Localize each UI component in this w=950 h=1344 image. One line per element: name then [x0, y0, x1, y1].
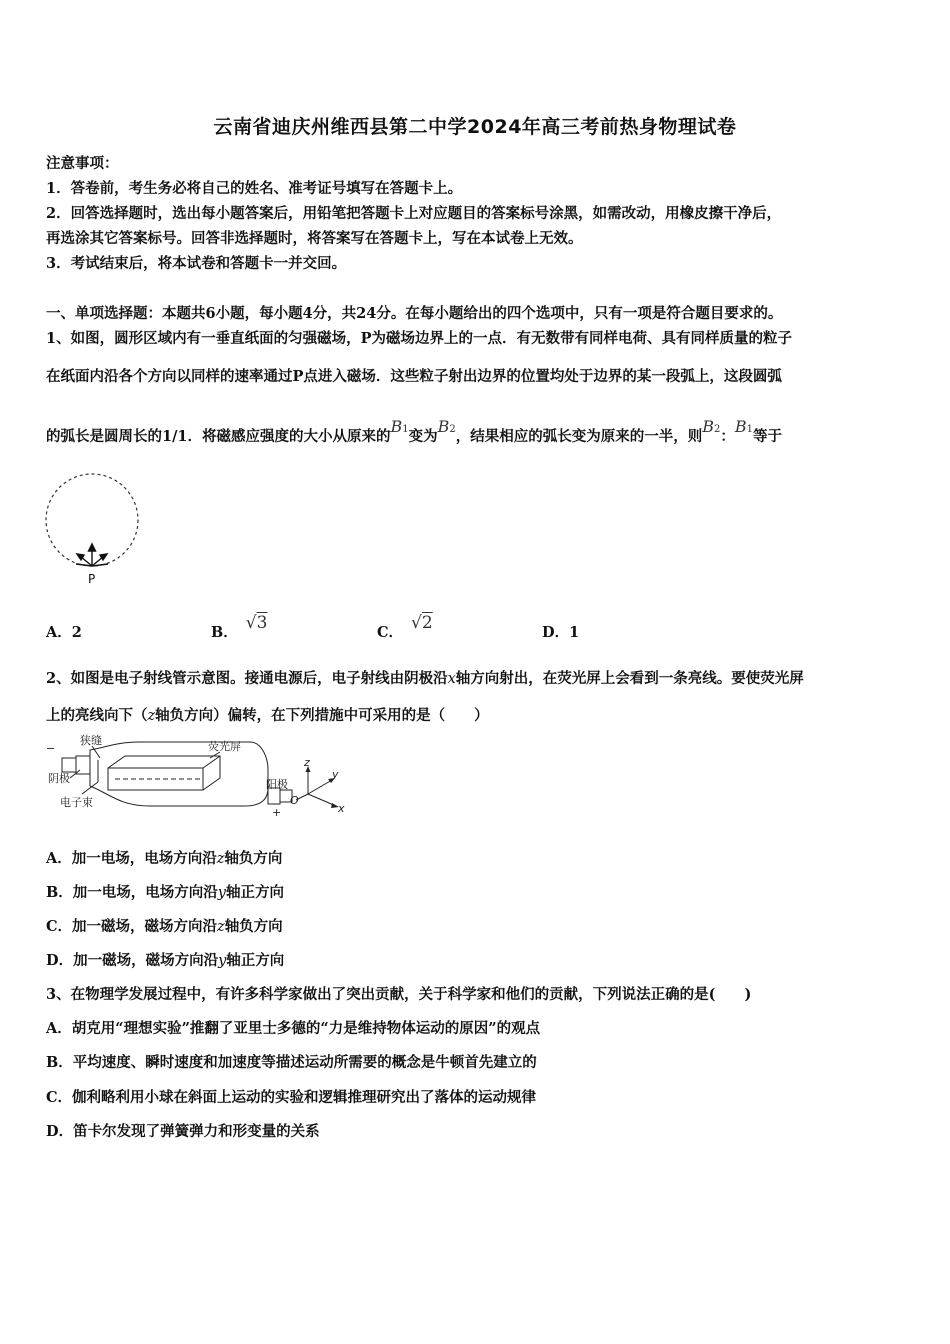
notice-heading: 注意事项：: [46, 155, 119, 172]
q2-option-d: D．加一磁场，磁场方向沿y轴正方向: [46, 952, 285, 969]
q1-option-b: B． √3: [211, 613, 268, 641]
tube-envelope: [90, 742, 268, 806]
label-minus: −: [46, 742, 56, 755]
q2-electron-tube-figure: [40, 730, 360, 822]
label-axis-y: y: [332, 768, 339, 781]
section-heading: 一、单项选择题：本题共6小题，每小题4分，共24分。在每小题给出的四个选项中，只有一项是符合题目要求的。: [46, 305, 783, 322]
q1-stem-line-3: [46, 417, 783, 446]
q1-stem-line-1: 1、如图，圆形区域内有一垂直纸面的匀强磁场，P为磁场边界上的一点．有无数带有同样电荷、具有同样质量的粒子: [46, 330, 792, 347]
label-cathode: 阴极: [48, 772, 70, 785]
q1-text-b: 变为: [408, 428, 438, 445]
q3-stem: 3、在物理学发展过程中，有许多科学家做出了突出贡献，关于科学家和他们的贡献，下列说法正确的是( ): [46, 986, 752, 1003]
q1-ratio-b2: B2: [702, 417, 721, 436]
label-axis-x: x: [338, 802, 345, 815]
deflection-box: [108, 756, 220, 790]
q3-option-a: A．胡克用“理想实验”推翻了亚里士多德的“力是维持物体运动的原因”的观点: [46, 1020, 541, 1037]
label-slit: 狭缝: [80, 734, 102, 747]
q1-ratio-separator: ：: [720, 428, 735, 445]
notice-item-2a: 2．回答选择题时，选出每小题答案后，用铅笔把答题卡上对应题目的答案标号涂黑，如需改动，用橡皮擦干净后，: [46, 205, 782, 222]
label-plus: +: [272, 806, 282, 819]
q1-text-d: 等于: [753, 428, 783, 445]
q3-option-d: D．笛卡尔发现了弹簧弹力和形变量的关系: [46, 1123, 320, 1140]
velocity-arrows: [76, 544, 108, 566]
q1-option-d: D．1: [542, 624, 580, 641]
notice-item-2b: 再选涂其它答案标号。回答非选择题时，将答案写在答题卡上，写在本试卷上无效。: [46, 230, 583, 247]
cathode-connector: [62, 758, 76, 772]
notice-item-1: 1．答卷前，考生务必将自己的姓名、准考证号填写在答题卡上。: [46, 180, 463, 197]
q2-option-a: A．加一电场，电场方向沿z轴负方向: [46, 850, 283, 867]
q1-option-c: C． √2: [377, 613, 433, 641]
label-axis-z: z: [304, 756, 310, 769]
q1-ratio-b1: B1: [734, 417, 754, 436]
y-axis: [308, 780, 332, 794]
q1-magnetic-field-figure: [40, 468, 150, 588]
label-screen: 荧光屏: [208, 740, 241, 753]
q3-option-c: C．伽利略利用小球在斜面上运动的实验和逻辑推理研究出了落体的运动规律: [46, 1089, 537, 1106]
page-title: 云南省迪庆州维西县第二中学2024年高三考前热身物理试卷: [213, 116, 737, 138]
label-origin: O: [290, 794, 299, 807]
q2-option-b: B．加一电场，电场方向沿y轴正方向: [46, 884, 284, 901]
label-beam: 电子束: [60, 796, 93, 809]
q3-option-b: B．平均速度、瞬时速度和加速度等描述运动所需要的概念是牛顿首先建立的: [46, 1054, 537, 1071]
q2-stem-line-2: 上的亮线向下（z轴负方向）偏转，在下列措施中可采用的是（ ）: [46, 707, 489, 724]
q1-option-a: A．2: [46, 624, 82, 641]
q1-option-c-value: √2: [411, 613, 433, 633]
q1-text-c: ，结果相应的弧长变为原来的一半，则: [455, 428, 703, 445]
label-anode: 阳极: [266, 778, 288, 791]
q1-b2-symbol: B2: [437, 417, 456, 436]
q2-option-c: C．加一磁场，磁场方向沿z轴负方向: [46, 918, 283, 935]
q1-text-a: 的弧长是圆周长的1/1．将磁感应强度的大小从原来的: [46, 428, 391, 445]
point-p-label: P: [88, 572, 96, 586]
q2-stem-line-1: 2、如图是电子射线管示意图。接通电源后，电子射线由阴极沿x轴方向射出，在荧光屏上会看到一条亮线。要使荧光屏: [46, 670, 804, 687]
q1-b1-symbol: B1: [390, 417, 409, 436]
q1-stem-line-2: 在纸面内沿各个方向以同样的速率通过P点进入磁场．这些粒子射出边界的位置均处于边界的某一段弧上，这段圆弧: [46, 368, 782, 385]
notice-item-3: 3．考试结束后，将本试卷和答题卡一并交回。: [46, 255, 347, 272]
q1-option-b-value: √3: [245, 613, 268, 633]
